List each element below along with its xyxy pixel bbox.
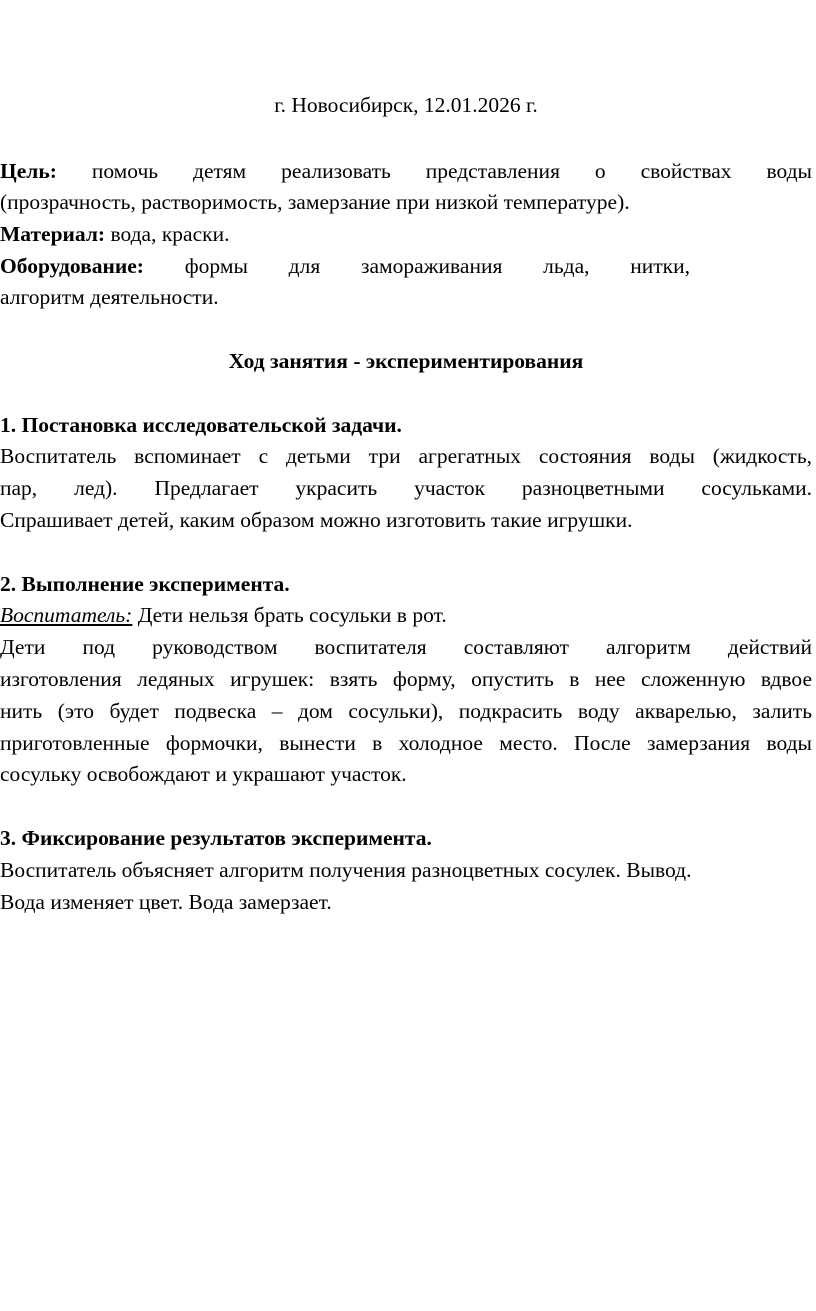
section2-line-5: сосульку освобождают и украшают участок. [0, 762, 407, 786]
section2-line-1: Дети под руководством воспитателя составляют алгоритм действий [0, 635, 812, 659]
goal-line-1 [0, 156, 812, 187]
material-label: Материал: [0, 222, 106, 246]
section1-line-2: пар, лед). Предлагает украсить участок разноцветными сосульками. [0, 476, 812, 500]
speaker-text: Дети нельзя брать сосульки в рот. [137, 603, 447, 627]
goal-text-1: помочь детям реализовать представления о свойствах воды [91, 159, 812, 183]
equipment-text-1: формы для замораживания льда, нитки, [184, 254, 691, 278]
section1-heading [0, 410, 812, 441]
section3-heading-text: 3. Фиксирование результатов эксперимента. [0, 826, 432, 850]
lesson-title-text: Ход занятия - экспериментирования [228, 349, 584, 373]
place-date: г. Новосибирск, 12.01.2026 г. [274, 93, 538, 117]
goal-label: Цель: [0, 159, 57, 183]
material-line [0, 219, 812, 250]
section3-line-1: Воспитатель объясняет алгоритм получения разноцветных сосулек. Вывод. [0, 858, 692, 882]
speaker-label: Воспитатель: [0, 603, 133, 627]
section2-heading [0, 569, 812, 600]
equipment-label: Оборудование: [0, 254, 144, 278]
section2-heading-text: 2. Выполнение эксперимента. [0, 572, 290, 596]
section2-line-4: приготовленные формочки, вынести в холодное место. После замерзания воды [0, 731, 812, 755]
section1-heading-text: 1. Постановка исследовательской задачи. [0, 413, 402, 437]
section1-line-1: Воспитатель вспоминает с детьми три агрегатных состояния воды (жидкость, [0, 444, 812, 468]
equipment-line-2: алгоритм деятельности. [0, 285, 219, 309]
section2-line-2: изготовления ледяных игрушек: взять форму, опустить в нее сложенную вдвое [0, 667, 812, 691]
material-text: вода, краски. [110, 222, 230, 246]
goal-line-2: (прозрачность, растворимость, замерзание при низкой температуре). [0, 190, 630, 214]
section2-speaker-line [0, 600, 812, 631]
section3-line-2: Вода изменяет цвет. Вода замерзает. [0, 890, 332, 914]
section2-line-3: нить (это будет подвеска – дом сосульки), подкрасить воду акварелью, залить [0, 699, 812, 723]
equipment-line-1 [0, 251, 690, 282]
lesson-title [0, 346, 812, 377]
section1-line-3: Спрашивает детей, каким образом можно изготовить такие игрушки. [0, 508, 633, 532]
section3-heading [0, 823, 812, 854]
